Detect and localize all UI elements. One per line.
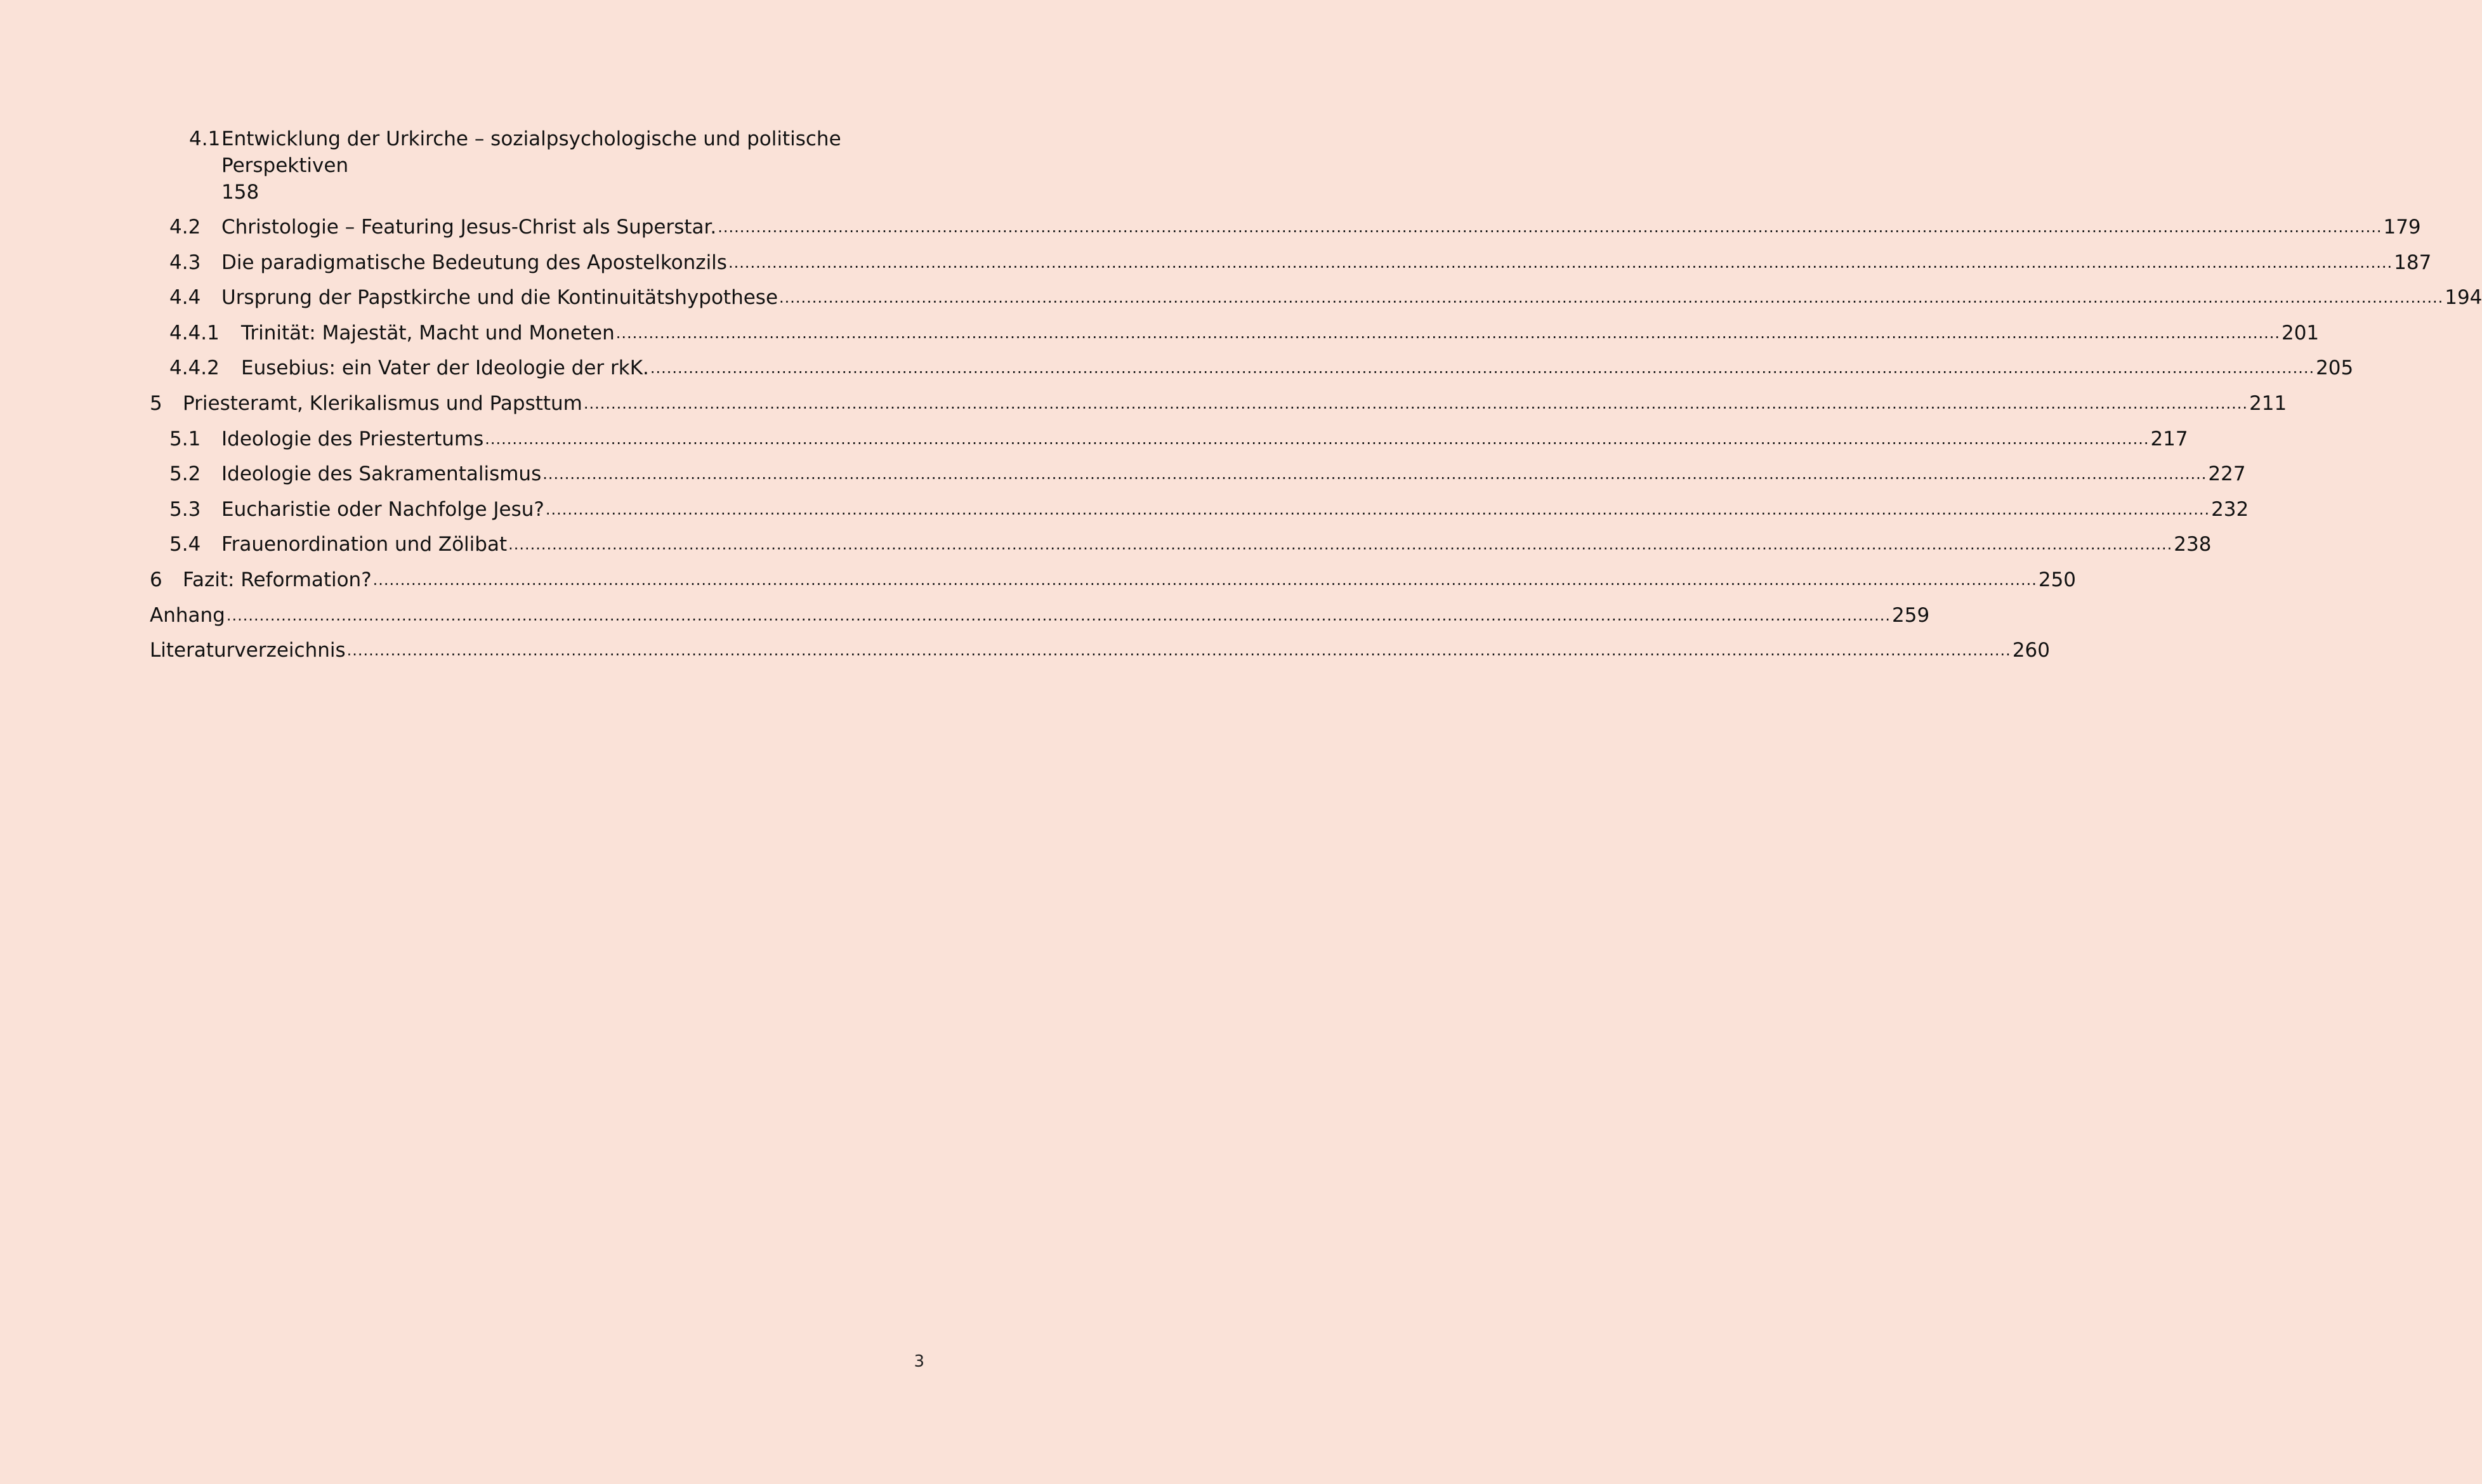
toc-entry[interactable] (150, 598, 1930, 634)
toc-leader-dots (227, 597, 1891, 634)
toc-entry-number: 5 (150, 391, 162, 415)
toc-entry-number: 4.2 (169, 216, 201, 239)
toc-entry-title: Die paradigmatische Bedeutung des Apostelkonzils (221, 251, 727, 274)
toc-entry[interactable] (150, 422, 2188, 457)
toc-entry[interactable] (150, 122, 924, 210)
toc-entry-number: 5.2 (169, 463, 201, 486)
toc-entry-title: Ursprung der Papstkirche und die Kontinuitätshypothese (221, 286, 778, 310)
toc-entry-title: Eusebius: ein Vater der Ideologie der rkK. (241, 357, 649, 380)
toc-entry-number: 5.3 (169, 497, 201, 521)
toc-leader-dots (650, 350, 2315, 386)
toc-entry[interactable] (150, 563, 2077, 598)
toc-entry[interactable] (150, 386, 2287, 422)
toc-entry[interactable] (150, 351, 2354, 386)
toc-entry-page: 217 (2150, 427, 2188, 450)
toc-entry-number: 5.4 (169, 533, 201, 556)
toc-entry[interactable] (150, 633, 2050, 669)
toc-leader-dots (546, 491, 2210, 528)
toc-entry[interactable] (150, 316, 2320, 351)
toc-entry-title: Ideologie des Priestertums (221, 427, 484, 450)
toc-entry-number: 4.4.2 (169, 357, 220, 380)
toc-leader-dots (508, 526, 2172, 563)
toc-entry-title: Priesteramt, Klerikalismus und Papsttum (183, 391, 582, 415)
toc-entry-page: 194 (2445, 286, 2482, 310)
toc-entry-page: 260 (2012, 639, 2050, 662)
page-number: 3 (914, 1352, 924, 1371)
toc-leader-dots (728, 244, 2393, 281)
toc-entry-page: 201 (2281, 321, 2320, 345)
toc-entry-page: 211 (2249, 391, 2287, 415)
toc-leader-dots (347, 632, 2011, 669)
toc-leader-dots (485, 421, 2149, 457)
toc-leader-dots (779, 279, 2443, 316)
toc-entry-number: 4.4 (169, 286, 201, 310)
toc-entry-page: 227 (2208, 463, 2246, 486)
toc-leader-dots (584, 385, 2248, 422)
toc-leader-dots (718, 209, 2382, 246)
table-of-contents (150, 122, 2482, 669)
toc-entry-number: 6 (150, 568, 162, 591)
toc-entry-title: Ideologie des Sakramentalismus (221, 463, 542, 486)
toc-entry-page: 232 (2211, 497, 2249, 521)
toc-entry-number: 5.1 (169, 427, 201, 450)
toc-entry[interactable] (150, 457, 2246, 492)
toc-entry-page: 179 (2383, 216, 2421, 239)
toc-entry-title: Anhang (150, 603, 225, 627)
toc-entry[interactable] (150, 280, 2482, 316)
toc-entry[interactable] (150, 246, 2432, 281)
toc-entry-title: Eucharistie oder Nachfolge Jesu? (221, 497, 544, 521)
toc-entry-number: 4.4.1 (169, 321, 220, 345)
toc-entry-title: Trinität: Majestät, Macht und Moneten (241, 321, 615, 345)
toc-leader-dots (373, 561, 2037, 598)
toc-entry[interactable] (150, 492, 2249, 528)
toc-entry-page: 187 (2394, 251, 2432, 274)
toc-entry-title: Entwicklung der Urkirche – sozialpsychologische und politische Perspektiven (221, 128, 841, 177)
toc-entry-number: 4.1 (189, 128, 221, 150)
toc-entry-page: 205 (2316, 357, 2354, 380)
toc-entry[interactable] (150, 210, 2421, 246)
toc-entry-page: 158 (221, 181, 259, 204)
toc-entry[interactable] (150, 527, 2212, 563)
toc-entry-number: 4.3 (169, 251, 201, 274)
toc-entry-title: Fazit: Reformation? (183, 568, 372, 591)
toc-leader-dots (542, 456, 2207, 492)
toc-entry-page: 250 (2038, 568, 2077, 591)
toc-entry-title: Frauenordination und Zölibat (221, 533, 508, 556)
toc-entry-title: Literaturverzeichnis (150, 639, 346, 662)
toc-entry-page: 238 (2174, 533, 2212, 556)
toc-entry-page: 259 (1892, 603, 1930, 627)
toc-leader-dots (616, 315, 2280, 351)
toc-entry-title: Christologie – Featuring Jesus-Christ als Superstar. (221, 216, 717, 239)
